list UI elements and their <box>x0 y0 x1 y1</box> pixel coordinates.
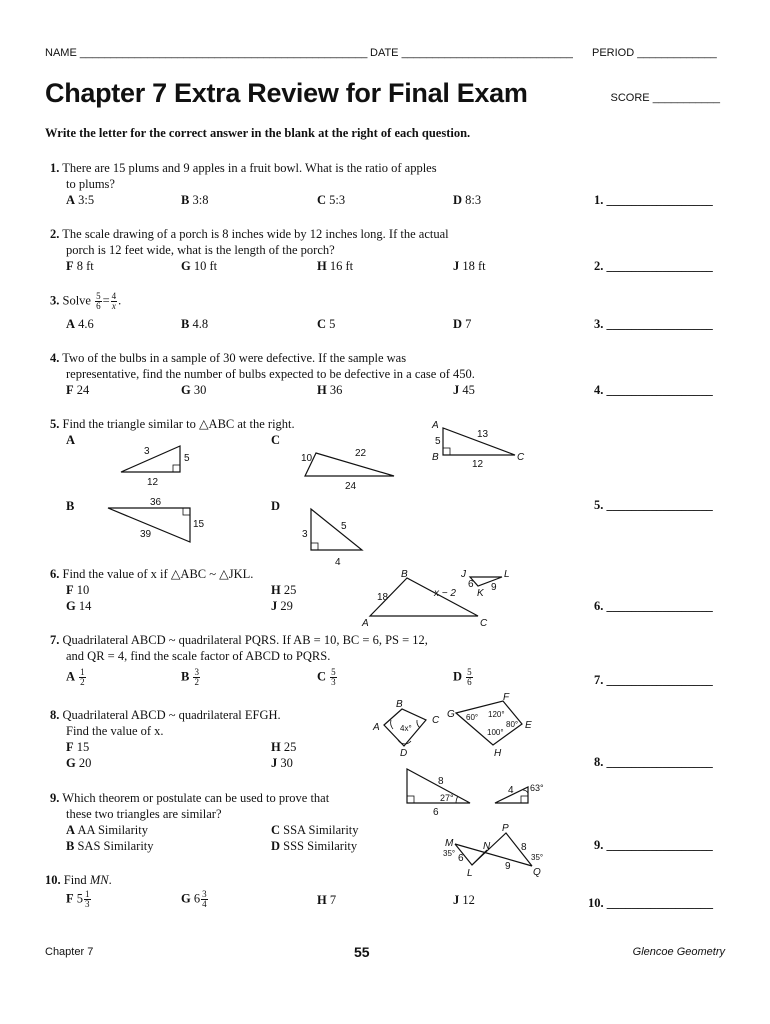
svg-text:4x°: 4x° <box>400 724 412 733</box>
svg-text:E: E <box>525 720 532 731</box>
svg-text:24: 24 <box>345 481 357 492</box>
svg-text:13: 13 <box>477 429 489 440</box>
choice-7a[interactable]: A $\frac{1}{2}$ <box>66 667 85 687</box>
triangle-q9-left <box>407 769 470 818</box>
choice-7d[interactable]: D $\frac{5}{6}$ <box>453 667 472 687</box>
svg-text:3: 3 <box>144 446 150 457</box>
choice-7b[interactable]: B $\frac{3}{2}$ <box>181 667 199 687</box>
svg-text:36: 36 <box>150 497 162 508</box>
question-1: 1. There are 15 plums and 9 apples in a fruit bowl. What is the ratio of apples to plums? <box>50 161 437 191</box>
svg-text:5: 5 <box>341 521 347 532</box>
answer-blank-3[interactable]: 3. _________________ <box>594 317 713 331</box>
svg-text:35°: 35° <box>443 849 456 858</box>
choice-4g[interactable]: G 30 <box>181 383 207 397</box>
svg-text:4: 4 <box>508 785 514 796</box>
choice-6g[interactable]: G 14 <box>66 599 92 613</box>
period-field[interactable]: PERIOD _____________ <box>592 47 717 59</box>
fraction-5-6: $\frac{5}{6}$ <box>96 291 101 311</box>
svg-text:4: 4 <box>335 557 341 568</box>
svg-text:H: H <box>494 748 502 759</box>
choice-4f[interactable]: F 24 <box>66 383 90 397</box>
svg-text:12: 12 <box>147 477 159 488</box>
svg-text:18: 18 <box>377 592 389 603</box>
choice-10h[interactable]: H 7 <box>317 893 337 907</box>
page-title: Chapter 7 Extra Review for Final Exam <box>45 78 528 108</box>
svg-text:35°: 35° <box>531 853 544 862</box>
choice-4h[interactable]: H 36 <box>317 383 343 397</box>
svg-text:C: C <box>432 715 440 726</box>
svg-text:100°: 100° <box>487 728 504 737</box>
choice-2h[interactable]: H 16 ft <box>317 259 354 273</box>
choice-7c[interactable]: C $\frac{5}{3}$ <box>317 667 336 687</box>
question-7: 7. Quadrilateral ABCD ~ quadrilateral PQRS. If AB = 10, BC = 6, PS = 12, and QR = 4, find the scale factor of ABCD to PQRS. <box>50 633 428 663</box>
answer-blank-10[interactable]: 10. _________________ <box>588 896 713 910</box>
svg-text:F: F <box>503 692 510 703</box>
question-4: 4. Two of the bulbs in a sample of 30 were defective. If the sample was representative, find the number of bulbs expected to be defective in a case of 450. <box>50 351 475 381</box>
svg-text:3: 3 <box>302 529 308 540</box>
svg-text:A: A <box>373 722 380 733</box>
svg-text:12: 12 <box>472 459 484 470</box>
svg-text:6: 6 <box>433 807 439 818</box>
svg-text:9: 9 <box>491 582 497 593</box>
answer-blank-9[interactable]: 9. _________________ <box>594 838 713 852</box>
choice-9a[interactable]: A AA Similarity <box>66 823 148 837</box>
svg-text:27°: 27° <box>440 793 454 803</box>
svg-text:L: L <box>467 868 473 879</box>
svg-text:63°: 63° <box>530 783 544 793</box>
choice-5a[interactable]: A <box>66 433 76 447</box>
choice-9c[interactable]: C SSA Similarity <box>271 823 359 837</box>
question-5: 5. Find the triangle similar to △ABC at the right. <box>50 417 295 431</box>
svg-text:A: A <box>362 618 369 629</box>
choice-10j[interactable]: J 12 <box>453 893 475 907</box>
svg-text:C: C <box>517 452 525 463</box>
svg-text:L: L <box>504 569 510 580</box>
choice-1d[interactable]: D 8:3 <box>453 193 482 207</box>
triangles-q10 <box>443 823 543 879</box>
svg-text:K: K <box>477 588 484 599</box>
choice-3c[interactable]: C 5 <box>317 317 336 331</box>
svg-text:22: 22 <box>355 448 367 459</box>
score-field[interactable]: SCORE ___________ <box>610 92 720 104</box>
choice-10g[interactable]: G 6 $\frac{3}{4}$ <box>181 889 207 909</box>
answer-blank-7[interactable]: 7. _________________ <box>594 673 713 687</box>
svg-text:8: 8 <box>521 842 527 853</box>
answer-blank-6[interactable]: 6. _________________ <box>594 599 713 613</box>
question-2: 2. The scale drawing of a porch is 8 inches wide by 12 inches long. If the actual porch is 12 feet wide, what is the length of the porch? <box>50 227 449 257</box>
question-8: 8. Quadrilateral ABCD ~ quadrilateral EFGH. Find the value of x. <box>50 708 281 738</box>
fraction-4-x: $\frac{4}{x}$ <box>111 291 117 311</box>
answer-blank-8[interactable]: 8. _________________ <box>594 755 713 769</box>
choice-3a[interactable]: A 4.6 <box>66 317 94 331</box>
svg-text:B: B <box>401 569 408 580</box>
choice-8g[interactable]: G 20 <box>66 756 92 770</box>
svg-text:A: A <box>432 420 439 431</box>
svg-text:9: 9 <box>505 861 511 872</box>
choice-4j[interactable]: J 45 <box>453 383 475 397</box>
choice-2f[interactable]: F 8 ft <box>66 259 94 273</box>
svg-text:39: 39 <box>140 529 152 540</box>
svg-text:120°: 120° <box>488 710 505 719</box>
instructions: Write the letter for the correct answer in the blank at the right of each question. <box>45 126 471 140</box>
choice-1a[interactable]: A 3:5 <box>66 193 95 207</box>
svg-text:80°: 80° <box>506 720 519 729</box>
choice-8h[interactable]: H 25 <box>271 740 297 754</box>
choice-5d[interactable]: D <box>271 499 281 513</box>
date-field[interactable]: DATE ____________________________ <box>370 47 573 59</box>
svg-text:5: 5 <box>184 453 190 464</box>
svg-text:N: N <box>483 841 491 852</box>
question-9: 9. Which theorem or postulate can be used to prove that these two triangles are similar? <box>50 791 330 821</box>
footer-publisher: Glencoe Geometry <box>632 946 725 958</box>
choice-3d[interactable]: D 7 <box>453 317 472 331</box>
svg-text:B: B <box>432 452 439 463</box>
choice-1b[interactable]: B 3:8 <box>181 193 209 207</box>
choice-8j[interactable]: J 30 <box>271 756 293 770</box>
svg-text:G: G <box>447 709 455 720</box>
svg-text:x − 2: x − 2 <box>434 588 456 599</box>
svg-text:60°: 60° <box>466 713 479 722</box>
choice-10f[interactable]: F 5 $\frac{1}{3}$ <box>66 889 90 909</box>
answer-blank-1[interactable]: 1. _________________ <box>594 193 713 207</box>
triangle-q9-right <box>495 783 544 803</box>
name-field[interactable]: NAME _______________________________________________ <box>45 47 368 59</box>
question-3: 3. Solve $\frac{5}{6}$ = $\frac{4}{x}$ . <box>50 291 122 311</box>
choice-8f[interactable]: F 15 <box>66 740 90 754</box>
svg-text:M: M <box>445 838 454 849</box>
svg-text:D: D <box>400 748 408 759</box>
answer-blank-2[interactable]: 2. _________________ <box>594 259 713 273</box>
choice-6f[interactable]: F 10 <box>66 583 90 597</box>
svg-text:Q: Q <box>533 867 541 878</box>
choice-2j[interactable]: J 18 ft <box>453 259 486 273</box>
answer-blank-4[interactable]: 4. _________________ <box>594 383 713 397</box>
svg-text:15: 15 <box>193 519 205 530</box>
svg-text:6: 6 <box>468 579 474 590</box>
svg-text:B: B <box>396 699 403 710</box>
choice-2g[interactable]: G 10 ft <box>181 259 218 273</box>
choice-9d[interactable]: D SSS Similarity <box>271 839 358 853</box>
choice-3b[interactable]: B 4.8 <box>181 317 209 331</box>
svg-text:10: 10 <box>301 453 313 464</box>
choice-5c[interactable]: C <box>271 433 281 447</box>
svg-text:5: 5 <box>435 436 441 447</box>
choice-9b[interactable]: B SAS Similarity <box>66 839 154 853</box>
svg-text:8: 8 <box>438 776 444 787</box>
choice-1c[interactable]: C 5:3 <box>317 193 346 207</box>
question-10: 10. Find MN. <box>45 873 112 887</box>
choice-5b[interactable]: B <box>66 499 75 513</box>
choice-6h[interactable]: H 25 <box>271 583 297 597</box>
choice-6j[interactable]: J 29 <box>271 599 293 613</box>
question-6: 6. Find the value of x if △ABC ~ △JKL. <box>50 567 254 581</box>
svg-text:P: P <box>502 823 509 834</box>
page-number: 55 <box>354 944 370 960</box>
footer-chapter: Chapter 7 <box>45 946 94 958</box>
svg-text:C: C <box>480 618 488 629</box>
svg-text:6: 6 <box>458 853 464 864</box>
svg-text:J: J <box>461 569 466 580</box>
answer-blank-5[interactable]: 5. _________________ <box>594 498 713 512</box>
